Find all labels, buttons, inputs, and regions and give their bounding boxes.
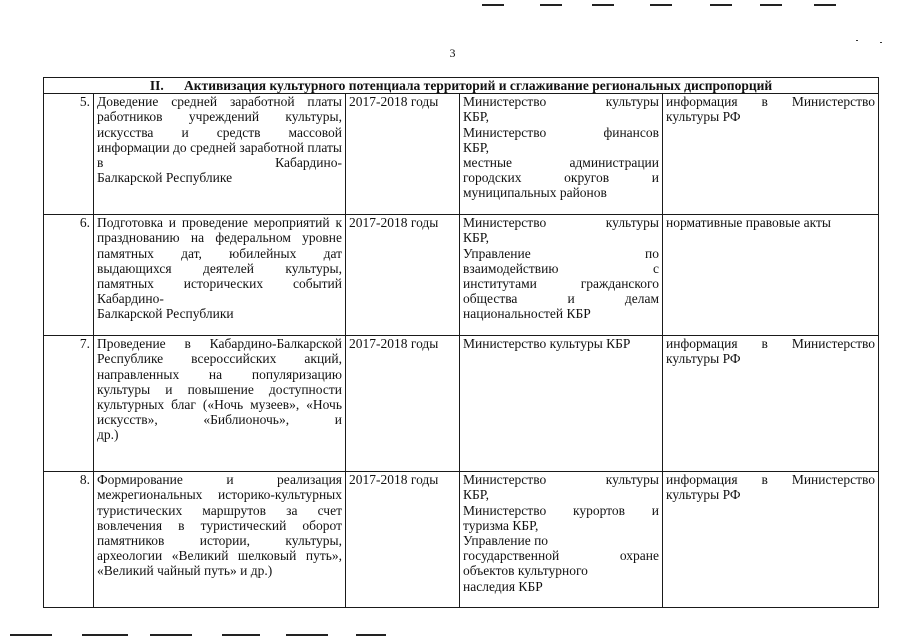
responsible-line: городских округов и [463,170,659,186]
table-row [44,215,879,336]
scan-artifact-line [222,634,260,636]
responsible-line: национальностей КБР [463,306,591,322]
responsible-line: общества и делам [463,291,659,307]
responsible-line: институтами гражданского [463,276,659,292]
row-responsible [460,472,663,608]
responsible-line: Управление по [463,245,659,261]
responsible-line: Министерство курортов и [463,502,659,518]
description-text-end: Балкарской Республике [97,170,233,186]
description-text-end: «Великий чайный путь» и др.) [97,563,273,579]
description-text: Подготовка и проведение мероприятий к празднованию на федеральном уровне памятных дат, юбилейных дат выдающихся деятелей культуры, памятных исторических событий Кабардино- [97,215,342,307]
scan-artifact-line [10,634,52,636]
responsible-line: КБР, [463,230,489,246]
section-title-text: Активизация культурного потенциала территорий и сглаживание региональных диспропорций [184,78,773,93]
row-number: 8. [44,472,94,608]
row-description [94,472,346,608]
responsible-line: наследия КБР [463,578,543,594]
responsible-line: Министерство культуры КБР [463,336,631,352]
row-number: 5. [44,94,94,215]
row-result: информация в Министерство культуры РФ [663,94,879,215]
responsible-line: туризма КБР, [463,517,539,533]
responsible-line: Министерство финансов [463,124,659,140]
row-result: нормативные правовые акты [663,215,879,336]
row-responsible [460,94,663,215]
responsible-line: государственной охране [463,548,659,564]
scan-artifact-line [150,634,192,636]
responsible-line: взаимодействию с [463,260,659,276]
scan-artifact-line [82,634,128,636]
row-responsible [460,215,663,336]
row-number: 7. [44,336,94,472]
scan-artifact-line [760,4,782,6]
scan-speck [880,42,882,43]
scan-artifact-line [592,4,614,6]
scan-artifact-line [356,634,386,636]
responsible-line: КБР, [463,139,489,155]
table-row [44,472,879,608]
responsible-line: Министерство культуры [463,215,659,231]
row-description [94,94,346,215]
scan-artifact-line [482,4,504,6]
row-result: информация в Министерство культуры РФ [663,472,879,608]
description-text: Доведение средней заработной платы работников учреждений культуры, искусства и средств массовой информации до средней заработной платы в Кабардино- [97,94,342,171]
scan-artifact-line [710,4,732,6]
responsible-line: Министерство культуры [463,472,659,488]
description-text: Проведение в Кабардино-Балкарской Республике всероссийских акций, направленных на популяризацию культуры и повышение доступности культурных благ («Ночь музеев», «Ночь искусств», «Библионочь», и [97,336,342,428]
responsible-line: КБР, [463,487,489,503]
row-period: 2017-2018 годы [346,472,460,608]
table-row [44,94,879,215]
row-number: 6. [44,215,94,336]
row-period: 2017-2018 годы [346,336,460,472]
scan-artifact-line [540,4,562,6]
scan-artifact-line [650,4,672,6]
responsible-line: муниципальных районов [463,185,607,201]
section-title [44,78,879,94]
row-description [94,215,346,336]
responsible-line: объектов культурного [463,563,588,579]
table-row [44,336,879,472]
plan-table [43,77,879,608]
row-period: 2017-2018 годы [346,94,460,215]
description-text-end: Балкарской Республики [97,306,234,322]
scan-artifact-line [286,634,328,636]
responsible-line: КБР, [463,109,489,125]
row-period: 2017-2018 годы [346,215,460,336]
description-text: Формирование и реализация межрегиональных историко-культурных туристических маршрутов за счет вовлечения в туристический оборот памятников истории, культуры, археологии «Великий шелковый путь», [97,472,342,564]
section-header-row [44,78,879,94]
section-numeral: II. [149,78,164,93]
scan-speck [856,40,858,41]
description-text-end: др.) [97,427,119,443]
responsible-line: Управление по [463,533,549,549]
page-number: 3 [449,46,456,60]
responsible-line: местные администрации [463,155,659,171]
row-responsible [460,336,663,472]
row-result: информация в Министерство культуры РФ [663,336,879,472]
row-description [94,336,346,472]
responsible-line: Министерство культуры [463,94,659,110]
scan-artifact-line [814,4,836,6]
